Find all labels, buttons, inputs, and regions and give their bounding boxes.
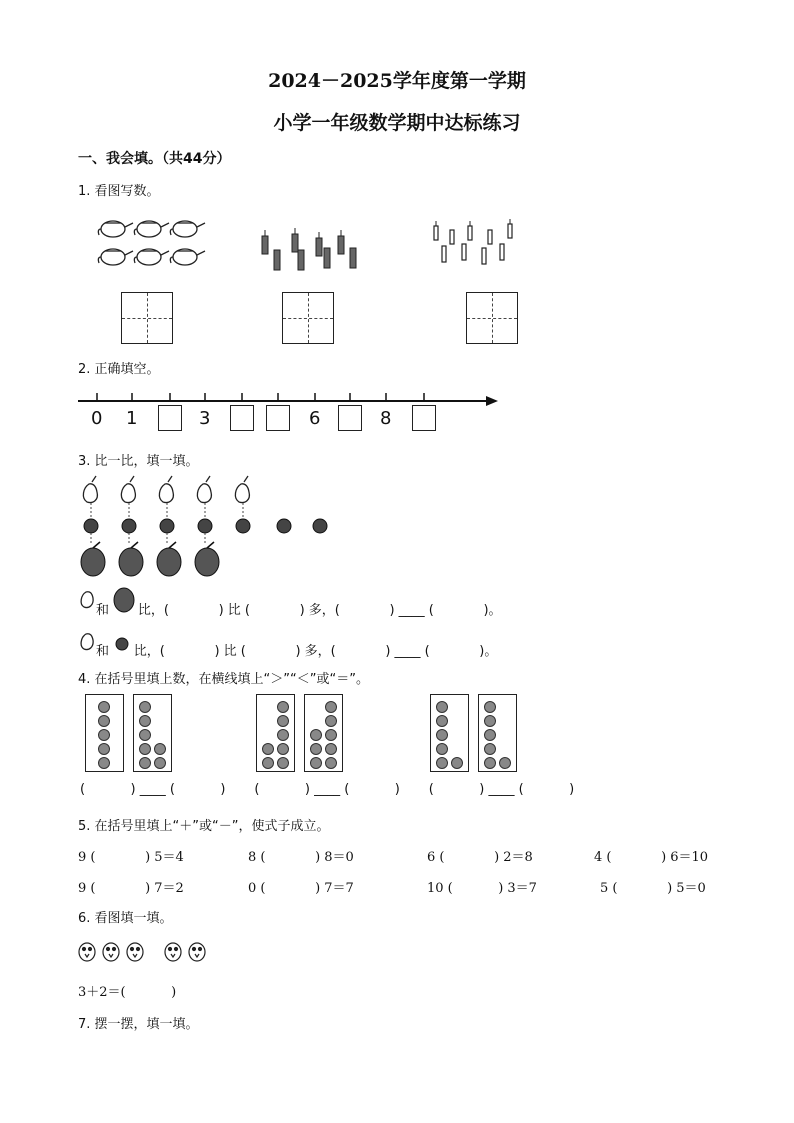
equation-7: 10 ( ) 3＝7: [427, 881, 537, 896]
page-subtitle: 小学一年级数学期中达标练习: [273, 112, 521, 134]
tick-label-0: 0: [91, 408, 103, 429]
picture-equation: 3＋2＝( ): [78, 985, 177, 1000]
compare-line-1: 和 比，( ) 比 ( ) 多，( ) ____ ( )。: [96, 603, 502, 618]
page-title: 2024－2025学年度第一学期: [268, 70, 526, 92]
equation-5: 9 ( ) 7＝2: [78, 881, 184, 896]
section-heading: 一、我会填。（共44分）: [78, 151, 231, 167]
question-2-label: 2. 正确填空。: [78, 362, 160, 377]
tick-label-1: 1: [126, 408, 138, 429]
question-4-label: 4. 在括号里填上数，在横线填上“＞”“＜”或“＝”。: [78, 672, 369, 687]
question-1-label: 1. 看图写数。: [78, 184, 160, 199]
teapots-picture: [95, 215, 210, 275]
tick-label-6: 6: [309, 408, 321, 429]
blank-box-2[interactable]: [158, 405, 182, 431]
bead-frame: [478, 694, 517, 772]
equation-3: 6 ( ) 2＝8: [427, 850, 533, 865]
fruit-comparison-picture: [76, 470, 346, 580]
tick-label-8: 8: [380, 408, 392, 429]
tick-label-3: 3: [199, 408, 211, 429]
equation-1: 9 ( ) 5＝4: [78, 850, 184, 865]
question-5-label: 5. 在括号里填上“＋”或“－”，使式子成立。: [78, 819, 330, 834]
compare-answer-line: ( ) ____ ( ) ( ) ____ ( ) ( ) ____ ( ): [80, 782, 575, 797]
blank-box-5[interactable]: [266, 405, 290, 431]
answer-box-teapots[interactable]: [121, 292, 173, 344]
equation-8: 5 ( ) 5＝0: [600, 881, 706, 896]
answer-box-candles[interactable]: [466, 292, 518, 344]
question-3-label: 3. 比一比，填一填。: [78, 454, 199, 469]
bead-frame: [133, 694, 172, 772]
equation-4: 4 ( ) 6＝10: [594, 850, 709, 865]
bead-frame: [256, 694, 295, 772]
birds-picture: [76, 938, 216, 964]
question-7-label: 7. 摆一摆，填一填。: [78, 1017, 199, 1032]
number-line: [76, 390, 502, 406]
candles-picture: [428, 218, 528, 268]
blank-box-4[interactable]: [230, 405, 254, 431]
firecrackers-picture: [258, 226, 358, 276]
blank-box-7[interactable]: [338, 405, 362, 431]
blank-box-9[interactable]: [412, 405, 436, 431]
bead-frame: [85, 694, 124, 772]
compare-line-2: 和 比，( ) 比 ( ) 多，( ) ____ ( )。: [96, 644, 498, 659]
equation-6: 0 ( ) 7＝7: [248, 881, 354, 896]
answer-box-firecrackers[interactable]: [282, 292, 334, 344]
bead-frame: [430, 694, 469, 772]
bead-frame: [304, 694, 343, 772]
question-6-label: 6. 看图填一填。: [78, 911, 173, 926]
equation-2: 8 ( ) 8＝0: [248, 850, 354, 865]
